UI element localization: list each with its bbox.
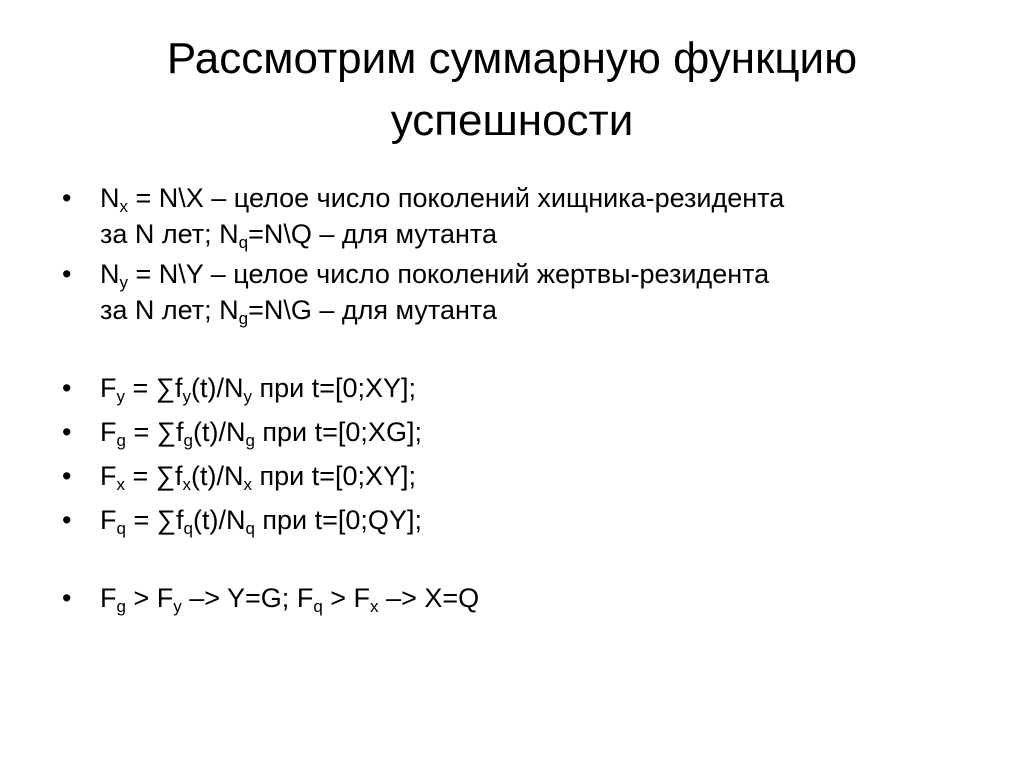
subscript: y bbox=[119, 273, 128, 292]
title-line-1: Рассмотрим суммарную функцию bbox=[166, 34, 858, 83]
subscript: g bbox=[238, 309, 249, 328]
bullet-item-fy bbox=[62, 370, 972, 406]
text-run: F bbox=[100, 417, 117, 447]
bullet-dot-icon: • bbox=[62, 583, 72, 613]
subscript: x bbox=[116, 475, 125, 494]
text-run: =N\G – для мутанта bbox=[248, 295, 497, 325]
subscript: y bbox=[173, 597, 182, 616]
bullet-dot-icon: • bbox=[62, 417, 72, 447]
bullet-line bbox=[100, 580, 972, 616]
bullet-line bbox=[100, 216, 972, 252]
subscript: x bbox=[243, 475, 253, 494]
bullet-dot-icon: • bbox=[62, 373, 72, 403]
bullet-line bbox=[100, 502, 972, 538]
bullet-dot-icon: • bbox=[62, 183, 72, 213]
text-run: F bbox=[100, 583, 117, 613]
bullet-list bbox=[62, 180, 972, 616]
subscript: q bbox=[245, 519, 255, 538]
text-run: при t=[0;XY]; bbox=[252, 461, 417, 491]
bullet-item-fx bbox=[62, 458, 972, 494]
text-run: = ∑f bbox=[125, 417, 184, 447]
text-run: (t)/N bbox=[192, 505, 246, 535]
text-run: = ∑f bbox=[125, 505, 184, 535]
text-run: –> X=Q bbox=[378, 583, 480, 613]
bullet-line bbox=[100, 414, 972, 450]
subscript: q bbox=[116, 519, 126, 538]
text-run: (t)/N bbox=[191, 373, 244, 403]
text-run: –> Y=G; F bbox=[181, 583, 314, 613]
subscript: y bbox=[243, 387, 253, 406]
text-run: = N\X – целое число поколений хищника-резидента bbox=[128, 183, 785, 213]
text-run: за N лет; N bbox=[100, 219, 239, 249]
subscript: x bbox=[119, 197, 128, 216]
text-run: =N\Q – для мутанта bbox=[248, 219, 497, 249]
text-run: (t)/N bbox=[192, 417, 246, 447]
subscript: y bbox=[182, 387, 192, 406]
bullet-line bbox=[100, 256, 972, 292]
text-run: за N лет; N bbox=[100, 295, 239, 325]
text-run: N bbox=[100, 183, 120, 213]
bullet-item-fg bbox=[62, 414, 972, 450]
text-run: = N\Y – целое число поколений жертвы-резидента bbox=[128, 259, 770, 289]
subscript: x bbox=[182, 475, 192, 494]
bullet-line bbox=[100, 180, 972, 216]
subscript: g bbox=[183, 431, 193, 450]
title-line-2: успешности bbox=[390, 96, 634, 145]
bullet-dot-icon: • bbox=[62, 505, 72, 535]
text-run: F bbox=[100, 373, 117, 403]
subscript: g bbox=[245, 431, 255, 450]
text-run: > F bbox=[125, 583, 174, 613]
text-run: при t=[0;XG]; bbox=[254, 417, 422, 447]
text-run: (t)/N bbox=[191, 461, 244, 491]
text-run: N bbox=[100, 259, 120, 289]
subscript: g bbox=[116, 431, 126, 450]
bullet-line bbox=[100, 370, 972, 406]
slide-title bbox=[60, 28, 964, 152]
subscript: x bbox=[370, 597, 379, 616]
bullet-dot-icon: • bbox=[62, 461, 72, 491]
bullet-item-fq bbox=[62, 502, 972, 538]
text-run: F bbox=[100, 505, 117, 535]
text-run: > F bbox=[322, 583, 371, 613]
bullet-dot-icon: • bbox=[62, 259, 72, 289]
bullet-item-ny bbox=[62, 256, 972, 328]
text-run: при t=[0;XY]; bbox=[252, 373, 417, 403]
subscript: g bbox=[116, 597, 126, 616]
bullet-item-conclusion bbox=[62, 580, 972, 616]
text-run: = ∑f bbox=[125, 461, 183, 491]
bullet-line bbox=[100, 292, 972, 328]
subscript: q bbox=[183, 519, 193, 538]
subscript: q bbox=[238, 233, 249, 252]
subscript: y bbox=[116, 387, 125, 406]
text-run: F bbox=[100, 461, 117, 491]
subscript: q bbox=[313, 597, 323, 616]
text-run: при t=[0;QY]; bbox=[254, 505, 422, 535]
bullet-item-nx bbox=[62, 180, 972, 252]
bullet-line bbox=[100, 458, 972, 494]
text-run: = ∑f bbox=[125, 373, 183, 403]
